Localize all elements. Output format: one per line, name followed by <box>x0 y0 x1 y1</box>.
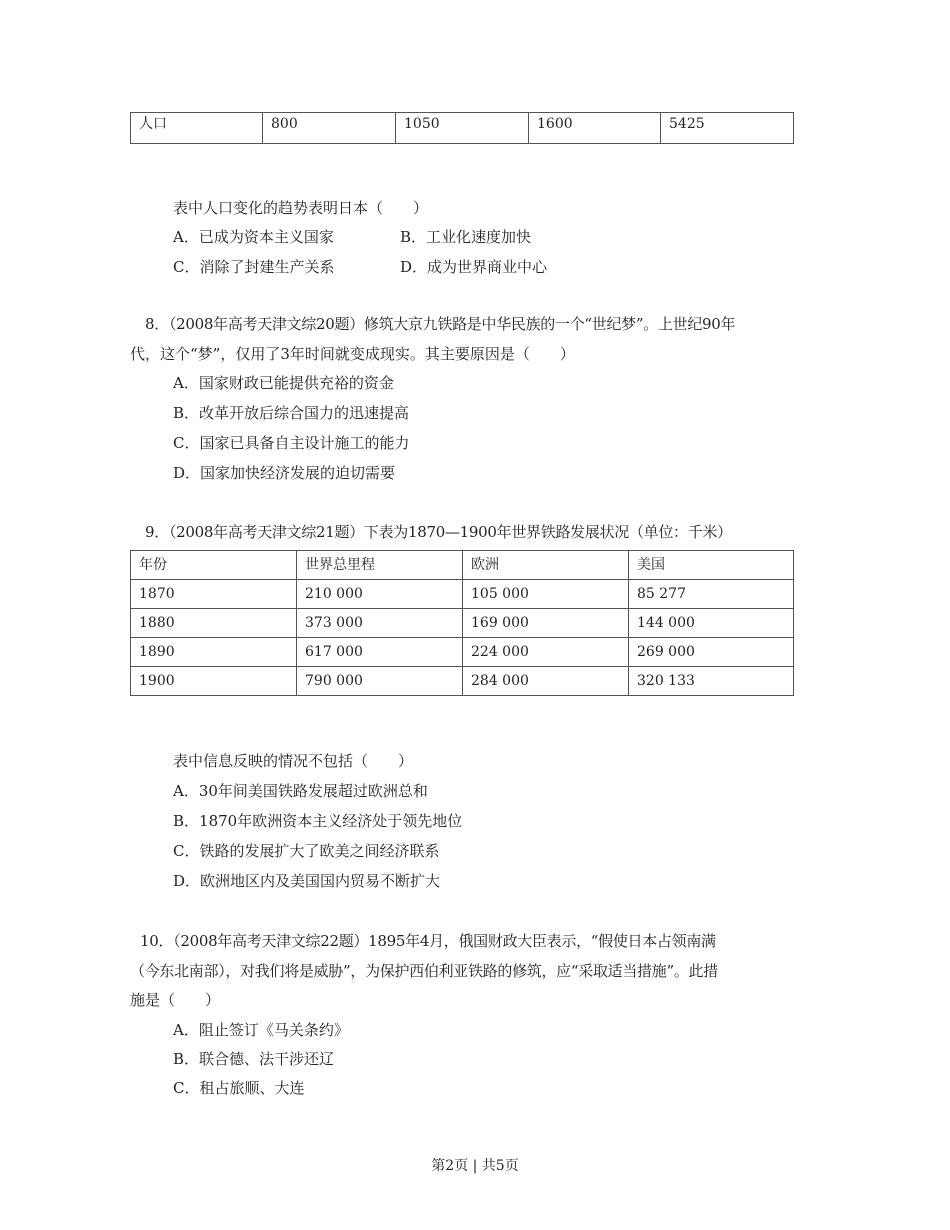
table-cell: 1600 <box>529 113 661 144</box>
table-cell: 320 133 <box>629 667 794 696</box>
q7-option-c: C．消除了封建生产关系 <box>173 258 335 276</box>
q10-stem-line1: 10．（2008年高考天津文综22题）1895年4月，俄国财政大臣表示，“假使日本占领南满 <box>140 932 716 950</box>
q9-option-a: A．30年间美国铁路发展超过欧洲总和 <box>173 782 428 800</box>
table-header: 年份 <box>131 551 297 580</box>
table-cell: 169 000 <box>463 609 629 638</box>
table-row <box>131 113 794 144</box>
q9-title: 9．（2008年高考天津文综21题）下表为1870—1900年世界铁路发展状况（单位：千米） <box>145 523 732 541</box>
q8-option-b: B．改革开放后综合国力的迅速提高 <box>173 404 410 422</box>
q8-option-c: C．国家已具备自主设计施工的能力 <box>173 434 410 452</box>
q7-option-a: A．已成为资本主义国家 <box>173 228 334 246</box>
q10-option-a: A．阻止签订《马关条约》 <box>173 1021 349 1039</box>
table-cell: 85 277 <box>629 580 794 609</box>
q8-option-a: A．国家财政已能提供充裕的资金 <box>173 374 394 392</box>
railway-table <box>130 550 794 696</box>
table-cell: 800 <box>263 113 396 144</box>
q8-stem-line2: 代，这个“梦”，仅用了3年时间就变成现实。其主要原因是（ ） <box>130 345 575 363</box>
table-cell: 373 000 <box>297 609 463 638</box>
q10-option-c: C．租占旅顺、大连 <box>173 1079 305 1097</box>
table-cell: 5425 <box>661 113 794 144</box>
table-cell: 617 000 <box>297 638 463 667</box>
table-cell: 284 000 <box>463 667 629 696</box>
q9-option-c: C．铁路的发展扩大了欧美之间经济联系 <box>173 842 440 860</box>
q10-stem-line2: （今东北南部），对我们将是威胁”，为保护西伯利亚铁路的修筑，应“采取适当措施”。此措 <box>130 962 718 980</box>
table-cell: 790 000 <box>297 667 463 696</box>
table-cell: 1050 <box>396 113 529 144</box>
table-header-row <box>131 551 794 580</box>
q9-stem: 表中信息反映的情况不包括（ ） <box>173 752 414 770</box>
q7-option-d: D．成为世界商业中心 <box>400 258 548 276</box>
q10-stem-line3: 施是（ ） <box>130 991 221 1009</box>
table-cell: 269 000 <box>629 638 794 667</box>
table-row <box>131 580 794 609</box>
table-cell: 224 000 <box>463 638 629 667</box>
table-row <box>131 667 794 696</box>
table-cell: 1870 <box>131 580 297 609</box>
table-cell: 210 000 <box>297 580 463 609</box>
population-table <box>130 112 794 144</box>
q9-option-d: D．欧洲地区内及美国国内贸易不断扩大 <box>173 872 441 890</box>
table-header: 世界总里程 <box>297 551 463 580</box>
table-header: 欧洲 <box>463 551 629 580</box>
table-row <box>131 638 794 667</box>
q8-option-d: D．国家加快经济发展的迫切需要 <box>173 464 396 482</box>
table-cell: 人口 <box>131 113 263 144</box>
table-cell: 1880 <box>131 609 297 638</box>
table-header: 美国 <box>629 551 794 580</box>
q10-option-b: B．联合德、法干涉还辽 <box>173 1050 335 1068</box>
table-row <box>131 609 794 638</box>
table-cell: 1900 <box>131 667 297 696</box>
q7-stem: 表中人口变化的趋势表明日本（ ） <box>173 199 429 217</box>
q7-option-b: B．工业化速度加快 <box>400 228 532 246</box>
q8-stem-line1: 8．（2008年高考天津文综20题）修筑大京九铁路是中华民族的一个“世纪梦”。上世纪90年 <box>145 315 736 333</box>
q9-option-b: B．1870年欧洲资本主义经济处于领先地位 <box>173 812 463 830</box>
page-footer: 第2页 | 共5页 <box>431 1158 519 1174</box>
table-cell: 144 000 <box>629 609 794 638</box>
table-cell: 105 000 <box>463 580 629 609</box>
table-cell: 1890 <box>131 638 297 667</box>
